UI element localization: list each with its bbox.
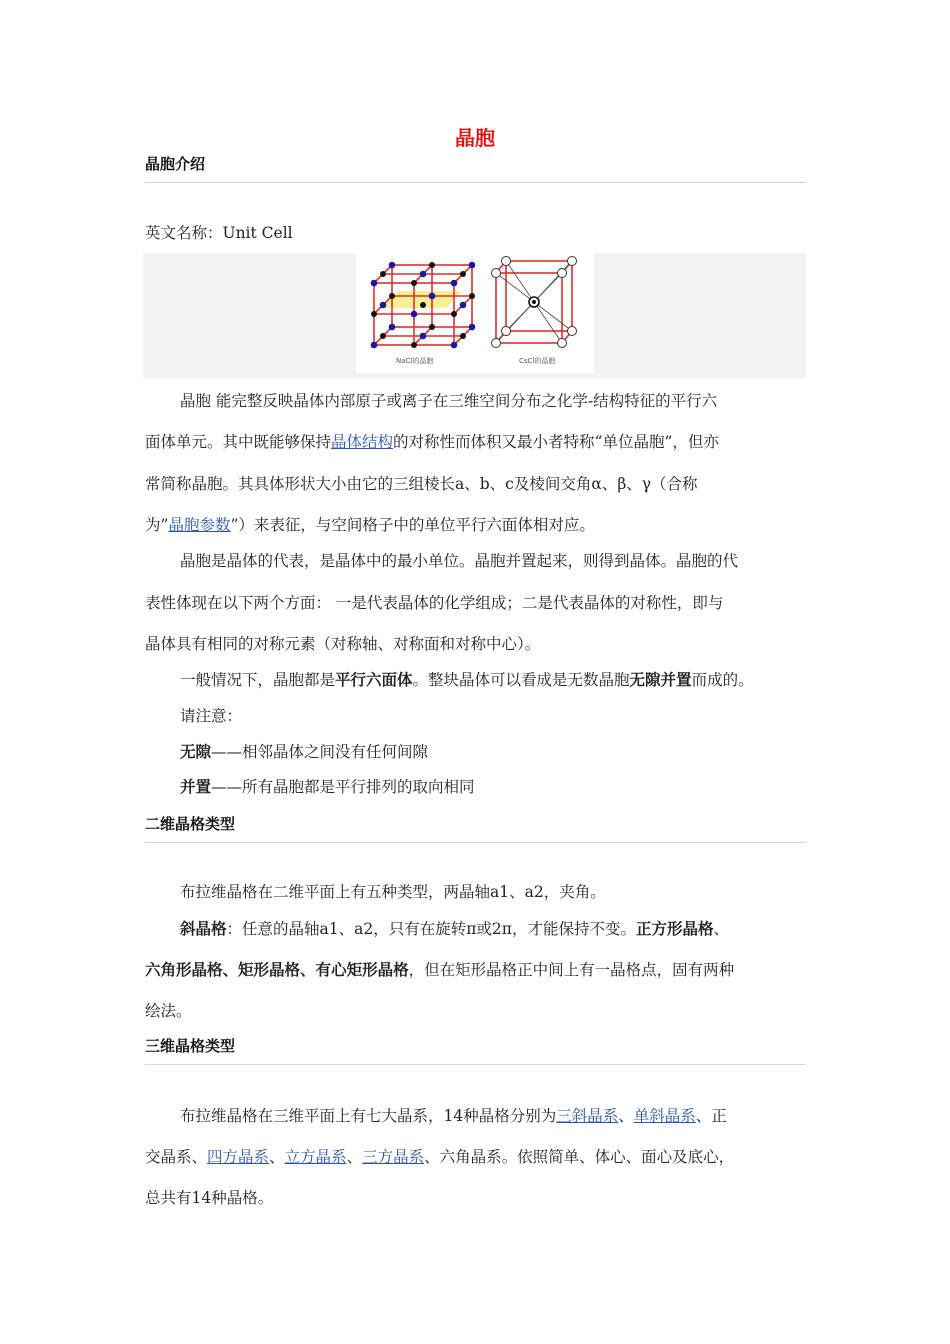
note-line: 请注意： — [180, 707, 243, 725]
separator: 、 — [269, 1148, 285, 1166]
text-run: 而成的。 — [691, 671, 754, 689]
english-name-line: 英文名称：Unit Cell — [145, 224, 293, 242]
intro-p2-line3: 晶体具有相同的对称元素（对称轴、对称面和对称中心）。 — [145, 635, 541, 653]
text-run: 一般情况下，晶胞都是 — [180, 671, 336, 689]
intro-p2-line2: 表性体现在以下两个方面： 一是代表晶体的化学组成；二是代表晶体的对称性，即与 — [145, 594, 724, 612]
link-triclinic[interactable]: 三斜晶系 — [556, 1107, 619, 1125]
link-crystal-structure[interactable]: 晶体结构 — [331, 433, 394, 451]
nacl-caption: NaCl的晶胞 — [396, 357, 434, 365]
bold-term: 并置 — [180, 778, 212, 796]
separator: 、 — [300, 961, 316, 979]
threed-line3: 总共有14种晶格。 — [145, 1189, 274, 1207]
link-trigonal[interactable]: 三方晶系 — [362, 1148, 425, 1166]
section-divider — [145, 1064, 806, 1065]
link-tetragonal[interactable]: 四方晶系 — [207, 1148, 270, 1166]
section-heading-3d: 三维晶格类型 — [145, 1037, 236, 1055]
twod-line4: 绘法。 — [145, 1002, 192, 1020]
text-run: 、六角晶系。依照简单、体心、面心及底心， — [424, 1148, 735, 1166]
definition-bingzhi — [180, 775, 475, 797]
intro-p1-line3: 常简称晶胞。其具体形状大小由它的三组棱长a、b、c及棱间交角α、β、γ（合称 — [145, 475, 698, 493]
text-run: 、正 — [695, 1107, 727, 1125]
intro-p2-line1: 晶胞是晶体的代表，是晶体中的最小单位。晶胞并置起来，则得到晶体。晶胞的代 — [180, 552, 739, 570]
unit-cell-figure — [356, 253, 594, 373]
twod-line2 — [180, 917, 729, 939]
bold-term: 六角形晶格 — [145, 961, 223, 979]
page-title: 晶胞 — [455, 126, 495, 150]
section-divider — [145, 182, 806, 183]
text-run: 布拉维晶格在三维平面上有七大晶系，14种晶格分别为 — [180, 1107, 557, 1125]
intro-p3 — [180, 668, 754, 690]
threed-line1 — [180, 1104, 727, 1126]
link-monoclinic[interactable]: 单斜晶系 — [633, 1107, 696, 1125]
text-run: ——相邻晶体之间没有任何间隙 — [211, 743, 429, 761]
text-run: ——所有晶胞都是平行排列的取向相同 — [211, 778, 475, 796]
separator: 、 — [222, 961, 239, 979]
definition-wuxi — [180, 740, 428, 762]
separator: 、 — [346, 1148, 363, 1166]
section-divider — [145, 842, 806, 843]
cscl-caption: CsCl的晶胞 — [519, 357, 556, 365]
section-heading-2d: 二维晶格类型 — [145, 815, 236, 833]
text-run: 为” — [145, 516, 169, 534]
text-run: 、 — [713, 920, 729, 938]
nacl-cell-drawing — [371, 262, 476, 365]
text-run: 的对称性而体积又最小者特称“单位晶胞”，但亦 — [393, 433, 719, 451]
text-run: 面体单元。其中既能够保持 — [145, 433, 332, 451]
unit-cell-illustration — [356, 253, 594, 373]
section-heading-intro: 晶胞介绍 — [145, 155, 206, 173]
bold-term: 矩形晶格 — [238, 961, 301, 979]
text-run: ：任意的晶轴a1、a2，只有在旋转π或2π，才能保持不变。 — [226, 920, 636, 938]
link-cubic[interactable]: 立方晶系 — [284, 1148, 347, 1166]
text-run: ”）来表征，与空间格子中的单位平行六面体相对应。 — [230, 516, 595, 534]
cscl-cell-drawing — [492, 257, 577, 366]
bold-term: 无隙并置 — [629, 671, 692, 689]
bold-term: 无隙 — [180, 743, 212, 761]
text-run: ，但在矩形晶格正中间上有一晶格点，固有两种 — [408, 961, 735, 979]
link-cell-parameters[interactable]: 晶胞参数 — [168, 516, 231, 534]
intro-p1-line1: 晶胞 能完整反映晶体内部原子或离子在三维空间分布之化学-结构特征的平行六 — [180, 392, 718, 410]
threed-line2 — [145, 1145, 734, 1167]
bold-term: 正方形晶格 — [635, 920, 714, 938]
twod-line3 — [145, 958, 734, 980]
bold-term: 平行六面体 — [335, 671, 413, 689]
intro-p1-line2 — [145, 430, 719, 452]
bold-term: 有心矩形晶格 — [315, 961, 409, 979]
twod-line1: 布拉维晶格在二维平面上有五种类型，两晶轴a1、a2，夹角。 — [180, 883, 606, 901]
text-run: 交晶系、 — [145, 1148, 208, 1166]
text-run: 。整块晶体可以看成是无数晶胞 — [412, 671, 630, 689]
separator: 、 — [618, 1107, 634, 1125]
intro-p1-line4 — [145, 513, 595, 535]
bold-term: 斜晶格 — [180, 920, 227, 938]
